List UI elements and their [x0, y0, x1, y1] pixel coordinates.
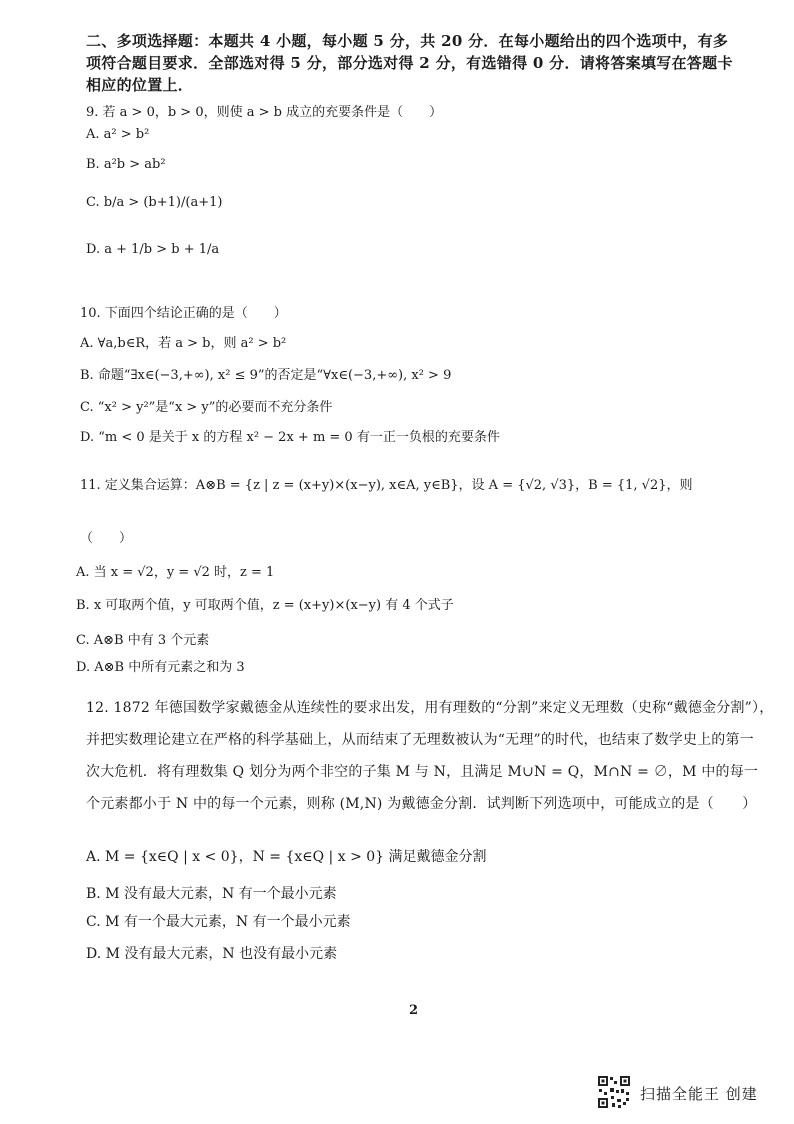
section-header-line-2: 项符合题目要求．全部选对得 5 分，部分选对得 2 分，有选错得 0 分．请将答案填写在答题卡: [86, 54, 733, 72]
q12-stem-line-1: 12. 1872 年德国数学家戴德金从连续性的要求出发，用有理数的“分割”来定义无理数（史称“戴德金分割”），: [86, 700, 774, 716]
q11-option-d: D. A⊗B 中所有元素之和为 3: [76, 660, 245, 675]
section-header-line-1: 二、多项选择题：本题共 4 小题，每小题 5 分，共 20 分．在每小题给出的四个选项中，有多: [86, 32, 729, 50]
section-header-line-3: 相应的位置上．: [86, 76, 194, 94]
footer-watermark: 扫描全能王 创建: [640, 1085, 758, 1103]
q12-option-c: C. M 有一个最大元素，N 有一个最小元素: [86, 914, 351, 930]
q12-stem-line-3: 次大危机．将有理数集 Q 划分为两个非空的子集 M 与 N，且满足 M∪N = Q，M∩N = ∅，M 中的每一: [86, 764, 759, 780]
q9-option-b: B. a²b > ab²: [86, 157, 166, 172]
q12-stem-line-4: 个元素都小于 N 中的每一个元素，则称 (M,N) 为戴德金分割．试判断下列选项中，可能成立的是（ ）: [86, 796, 757, 812]
q11-answer-paren: （ ）: [80, 531, 133, 546]
q12-stem-line-2: 并把实数理论建立在严格的科学基础上，从而结束了无理数被认为“无理”的时代，也结束了数学史上的第一: [86, 732, 754, 748]
q9-option-c: C. b/a > (b+1)/(a+1): [86, 195, 223, 210]
q12-option-d: D. M 没有最大元素，N 也没有最小元素: [86, 946, 338, 962]
page-number: 2: [409, 1003, 419, 1018]
q9-option-d: D. a + 1/b > b + 1/a: [86, 242, 220, 257]
q9-option-a: A. a² > b²: [86, 127, 150, 142]
q10-option-a: A. ∀a,b∈R，若 a > b，则 a² > b²: [80, 336, 287, 351]
q11-option-b: B. x 可取两个值，y 可取两个值，z = (x+y)×(x−y) 有 4 个式子: [76, 598, 454, 613]
q12-option-b: B. M 没有最大元素，N 有一个最小元素: [86, 886, 337, 902]
q12-option-a: A. M = {x∈Q | x < 0}，N = {x∈Q | x > 0} 满足戴德金分割: [86, 849, 487, 865]
q10-option-d: D. “m < 0 是关于 x 的方程 x² − 2x + m = 0 有一正一负根的充要条件: [80, 430, 500, 445]
q11-option-a: A. 当 x = √2，y = √2 时，z = 1: [76, 565, 275, 580]
q9-stem: 9. 若 a > 0，b > 0，则使 a > b 成立的充要条件是（ ）: [86, 105, 443, 120]
q11-stem: 11. 定义集合运算：A⊗B = {z | z = (x+y)×(x−y), x∈A, y∈B}，设 A = {√2, √3}，B = {1, √2}，则: [80, 478, 693, 493]
qr-code-icon: [597, 1075, 631, 1109]
q11-option-c: C. A⊗B 中有 3 个元素: [76, 633, 210, 648]
q10-option-c: C. “x² > y²”是“x > y”的必要而不充分条件: [80, 400, 333, 415]
q10-option-b: B. 命题“∃x∈(−3,+∞), x² ≤ 9”的否定是“∀x∈(−3,+∞), x² > 9: [80, 368, 452, 383]
q10-stem: 10. 下面四个结论正确的是（ ）: [80, 306, 287, 321]
